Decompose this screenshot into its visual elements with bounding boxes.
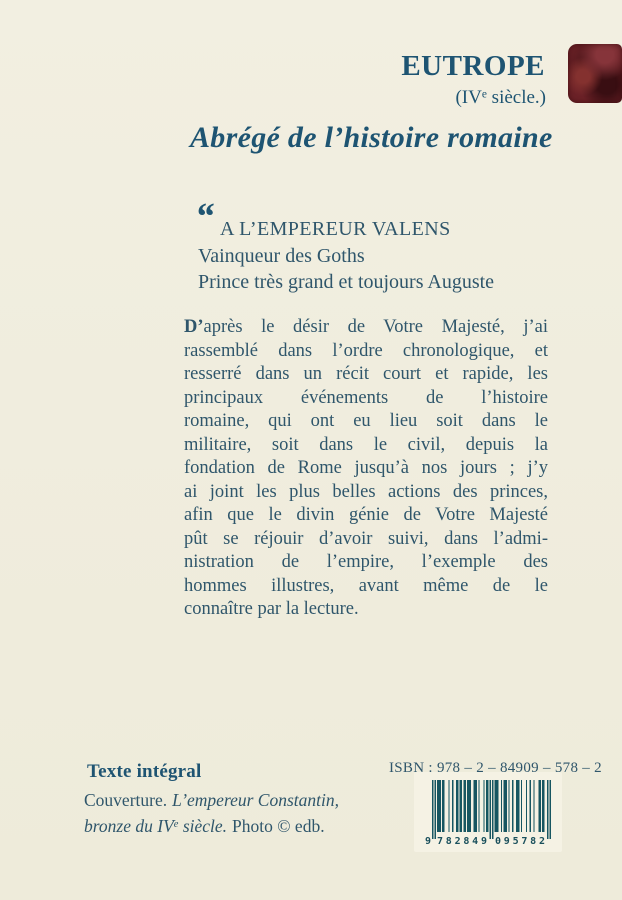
body-line: militaire, soit dans le civil, depuis la [184, 434, 548, 455]
body-line: principaux événements de l’histoire [184, 387, 548, 408]
book-title: Abrégé de l’histoire romaine [190, 121, 553, 154]
barcode-svg [420, 780, 552, 846]
barcode-digit-left: 9 [424, 836, 432, 846]
century-superscript: e [481, 88, 487, 101]
body-line: afin que le divin génie de Votre Majesté [184, 505, 548, 525]
barcode-digits-group1: 782849 [437, 836, 487, 846]
opening-quote-icon: “ [195, 196, 214, 238]
barcode-bars [432, 780, 551, 839]
body-line: pût se réjouir d’avoir suivi, dans l’admi- [184, 528, 548, 549]
dedication-line: Prince très grand et toujours Auguste [198, 271, 495, 293]
body-line: ai joint les plus belles actions des princes, [184, 481, 548, 502]
dedication-line: Vainqueur des Goths [198, 244, 365, 267]
body-line: D’après le désir de Votre Majesté, j’ai [184, 317, 548, 337]
edition-note: Texte intégral [87, 761, 202, 782]
dedication-quote [195, 196, 495, 296]
body-line: nistration de l’empire, l’exemple des [184, 552, 548, 572]
body-line: rassemblé dans l’ordre chronologique, et [184, 340, 548, 361]
cover-thumbnail-image [568, 44, 622, 103]
barcode-digits-group2: 095782 [495, 836, 545, 846]
body-line: resserré dans un récit court et rapide, les [184, 364, 548, 384]
body-line: connaître par la lecture. [184, 599, 359, 619]
cover-credit-line-2: bronze du IVe siècle. Photo © edb. [84, 816, 325, 836]
isbn-label: ISBN : 978 – 2 – 84909 – 578 – 2 [389, 760, 602, 776]
author-name: EUTROPE [401, 50, 545, 82]
cover-credit-line-1: Couverture. L’empereur Constantin, [84, 790, 340, 810]
body-line: hommes illustres, avant même de le [184, 575, 548, 596]
dedication-line: A L’EMPEREUR VALENS [220, 218, 451, 240]
body-line: fondation de Rome jusqu’à nos jours ; j’y [184, 458, 548, 478]
body-text [184, 316, 548, 622]
body-line: romaine, qui ont eu lieu soit dans le [184, 411, 548, 431]
century-note: (IVe siècle.) [455, 87, 546, 108]
